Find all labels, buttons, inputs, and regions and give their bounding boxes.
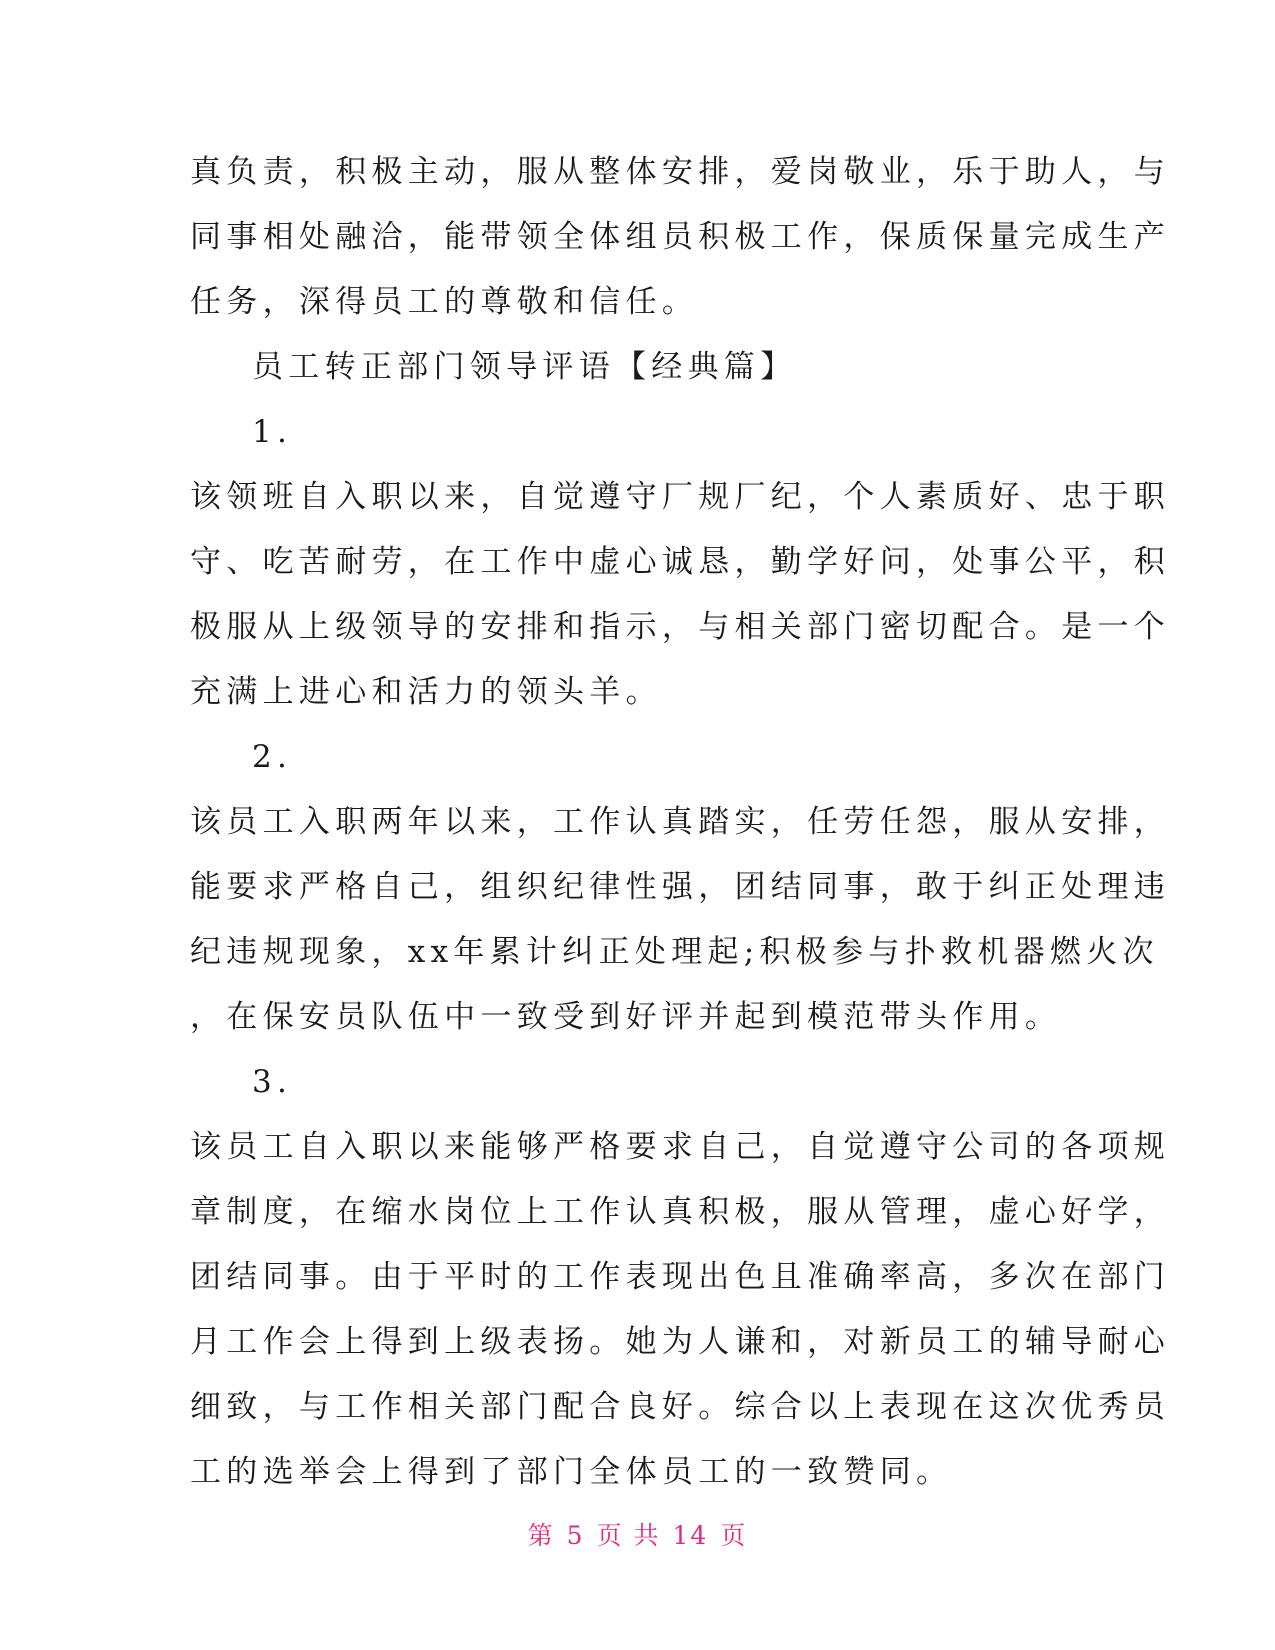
item-line: 章制度，在缩水岗位上工作认真积极，服从管理，虚心好学，	[190, 1194, 1171, 1230]
item-line: 极服从上级领导的安排和指示，与相关部门密切配合。是一个	[190, 609, 1171, 645]
item-line: 充满上进心和活力的领头羊。	[190, 674, 662, 710]
item-number: 2.	[252, 739, 293, 775]
body-line: 同事相处融洽，能带领全体组员积极工作，保质保量完成生产	[190, 219, 1171, 255]
item-line: 月工作会上得到上级表扬。她为人谦和，对新员工的辅导耐心	[190, 1324, 1171, 1360]
item-line: 团结同事。由于平时的工作表现出色且准确率高，多次在部门	[190, 1259, 1171, 1295]
footer-page-number: 5	[566, 1521, 585, 1550]
body-line: 真负责，积极主动，服从整体安排，爱岗敬业，乐于助人，与	[190, 154, 1171, 190]
item-number: 3.	[252, 1064, 293, 1100]
item-line: 能要求严格自己，组织纪律性强，团结同事，敢于纠正处理违	[190, 869, 1171, 905]
item-number: 1.	[252, 414, 293, 450]
footer-prefix: 第	[527, 1521, 555, 1550]
footer-middle: 页 共	[596, 1521, 661, 1550]
document-body	[190, 140, 1171, 1505]
page-footer	[0, 1516, 1275, 1552]
footer-total-pages: 14	[672, 1521, 709, 1550]
item-line: 细致，与工作相关部门配合良好。综合以上表现在这次优秀员	[190, 1389, 1171, 1425]
item-line: 纪违规现象，xx年累计纠正处理起;积极参与扑救机器燃火次	[190, 934, 1159, 970]
item-line: 工的选举会上得到了部门全体员工的一致赞同。	[190, 1454, 953, 1490]
footer-suffix: 页	[720, 1521, 748, 1550]
section-heading: 员工转正部门领导评语【经典篇】	[252, 349, 797, 385]
item-line: 该领班自入职以来，自觉遵守厂规厂纪，个人素质好、忠于职	[190, 479, 1171, 515]
item-line: 守、吃苦耐劳，在工作中虚心诚恳，勤学好问，处事公平，积	[190, 544, 1171, 580]
item-line: 该员工入职两年以来，工作认真踏实，任劳任怨，服从安排，	[190, 804, 1171, 840]
body-line: 任务，深得员工的尊敬和信任。	[190, 284, 699, 320]
item-line: ，在保安员队伍中一致受到好评并起到模范带头作用。	[190, 999, 1062, 1035]
item-line: 该员工自入职以来能够严格要求自己，自觉遵守公司的各项规	[190, 1129, 1171, 1165]
